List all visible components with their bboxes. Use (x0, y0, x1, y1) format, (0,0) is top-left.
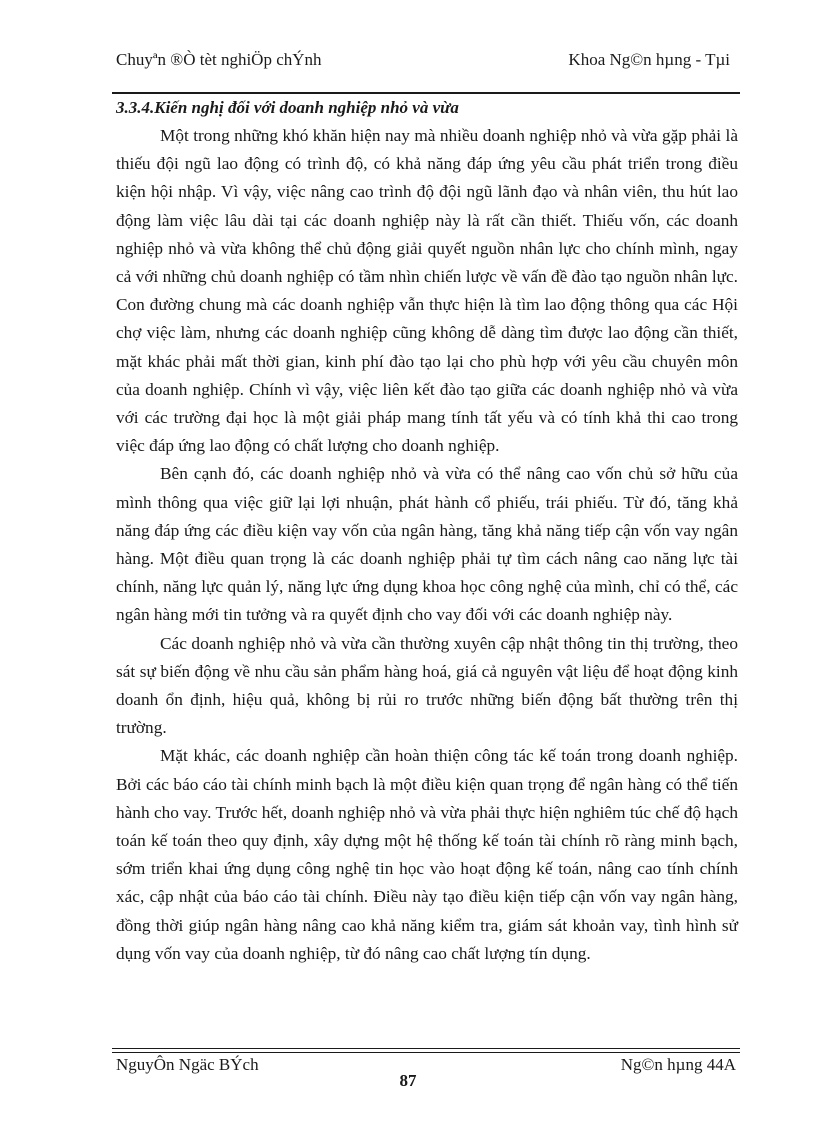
paragraph: Một trong những khó khăn hiện nay mà nhiều doanh nghiệp nhỏ và vừa gặp phải là thiếu đội ngũ lao động có trình độ, có khả năng đáp ứng yêu cầu phát triển trong điều kiện hội nhập. Vì vậy, việc nâng cao trình độ đội ngũ lãnh đạo và nhân viên, thu hút lao động làm việc lâu dài tại các doanh nghiệp này là rất cần thiết. Thiếu vốn, các doanh nghiệp nhỏ và vừa không thể chủ động giải quyết nguồn nhân lực cho chính mình, ngay cả với những chủ doanh nghiệp có tầm nhìn chiến lược về vấn đề đào tạo nguồn nhân lực. Con đường chung mà các doanh nghiệp vẫn thực hiện là tìm lao động thông qua các Hội chợ việc làm, nhưng các doanh nghiệp cũng không dễ dàng tìm được lao động cần thiết, mặt khác phải mất thời gian, kinh phí đào tạo lại cho phù hợp với yêu cầu chuyên môn của doanh nghiệp. Chính vì vậy, việc liên kết đào tạo giữa các doanh nghiệp nhỏ và vừa với các trường đại học là một giải pháp mang tính tất yếu và có tính khả thi cao trong việc đáp ứng lao động có chất lượng cho doanh nghiệp. (116, 126, 738, 456)
paragraph: Các doanh nghiệp nhỏ và vừa cần thường xuyên cập nhật thông tin thị trường, theo sát sự biến động về nhu cầu sản phẩm hàng hoá, giá cả nguyên vật liệu để hoạt động kinh doanh ổn định, hiệu quả, không bị rủi ro trước những biến động bất thường trên thị trường. (116, 633, 738, 738)
footer-rule (112, 1052, 740, 1053)
header-rule (112, 92, 740, 94)
footer-author: NguyÔn Ngäc BÝch (116, 1055, 259, 1074)
header-right-text: Khoa Ng©n hµng - Tµi (568, 50, 730, 69)
page-number: 87 (399, 1071, 417, 1090)
paragraph: Mặt khác, các doanh nghiệp cần hoàn thiện công tác kế toán trong doanh nghiệp. Bởi các báo cáo tài chính minh bạch là một điều kiện quan trọng để ngân hàng có thể tiến hành cho vay. Trước hết, doanh nghiệp nhỏ và vừa phải thực hiện nghiêm túc chế độ hạch toán kế toán theo quy định, xây dựng một hệ thống kế toán tài chính rõ ràng minh bạch, sớm triển khai ứng dụng công nghệ tin học vào hoạt động kế toán, nâng cao tính chính xác, cập nhật của báo cáo tài chính. Điều này tạo điều kiện tiếp cận vốn vay ngân hàng, đồng thời giúp ngân hàng nâng cao khả năng kiểm tra, giám sát khoản vay, tình hình sử dụng vốn vay của doanh nghiệp, từ đó nâng cao chất lượng tín dụng. (116, 746, 738, 963)
paragraph: Bên cạnh đó, các doanh nghiệp nhỏ và vừa có thể nâng cao vốn chủ sở hữu của mình thông qua việc giữ lại lợi nhuận, phát hành cổ phiếu, trái phiếu. Từ đó, tăng khả năng đáp ứng các điều kiện vay vốn của ngân hàng, tăng khả năng tiếp cận vốn vay ngân hàng. Một điều quan trọng là các doanh nghiệp phải tự tìm cách nâng cao năng lực tài chính, năng lực quản lý, năng lực ứng dụng khoa học công nghệ của mình, chỉ có thể, các ngân hàng mới tin tưởng và ra quyết định cho vay đối với các doanh nghiệp này. (116, 464, 738, 625)
header-left-text: Chuyªn ®Ò tèt nghiÖp chÝnh (116, 50, 322, 69)
section-title: 3.3.4.Kiến nghị đối với doanh nghiệp nhỏ và vừa (116, 98, 459, 117)
footer-rule (112, 1048, 740, 1049)
page-header (116, 50, 740, 90)
footer-class: Ng©n hµng 44A (620, 1055, 736, 1074)
body-text (116, 122, 738, 968)
